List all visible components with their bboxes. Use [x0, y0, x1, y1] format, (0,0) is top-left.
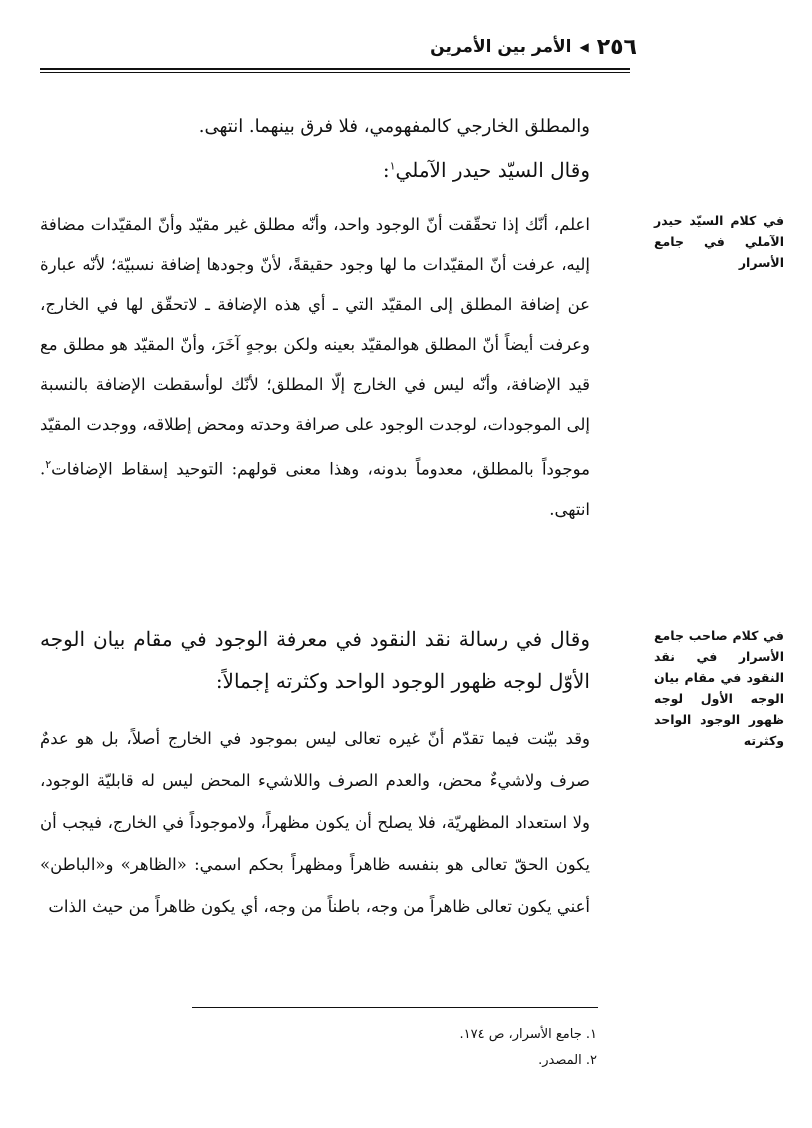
quote-end: . انتهى. [40, 459, 590, 519]
arrow-icon: ◀ [579, 40, 589, 54]
footnotes [197, 1022, 597, 1074]
quote-naqd-al-nuqud: وقد بيّنت فيما تقدّم أنّ غيره تعالى ليس بموجود في الخارج أصلاً، بل هو عدمٌ صرف ولاشيءٌ محض، والعدم الصرف واللاشيء المحض ليس له قابليّة الوجود، ولا استعداد المظهريّة، فلا يصلح أن يكون مظهراً، ولاموجوداً في الخارج، فيجب أن يكون الحقّ تعالى هو بنفسه ظاهراً ومظهراً بحكم اسمي: «الظاهر» و«الباطن» أعني يكون تعالى ظاهراً من وجه، باطناً من وجه، أي يكون ظاهراً من حيث الذات [40, 729, 590, 916]
quote-haydar-amuli [40, 205, 590, 530]
paragraph-2-colon: : [382, 158, 390, 182]
paragraph-2 [40, 160, 590, 180]
running-title: الأمر بين الأمرين [430, 37, 572, 57]
footnote-ref-1[interactable]: ١ [389, 159, 396, 173]
footnote-2: ٢. المصدر. [538, 1053, 597, 1068]
running-header [40, 30, 637, 64]
footnote-1: ١. جامع الأسرار، ص ١٧٤. [459, 1027, 597, 1042]
footnote-ref-2[interactable]: ٢ [45, 458, 52, 471]
footnote-rule [192, 1007, 598, 1008]
paragraph-1: والمطلق الخارجي كالمفهومي، فلا فرق بينهما. انتهى. [198, 116, 590, 137]
page-number: ٢٥٦ [596, 34, 637, 60]
quote-text: اعلم، أنّك إذا تحقّقت أنّ الوجود واحد، وأنّه مطلق غير مقيّد وأنّ المقيّدات مضافة إليه، عرفت أنّ المقيّدات ما لها وجود حقيقةً، لأنّ وجودها إضافة نسبيّة؛ لأنّه عبارة عن إضافة المطلق إلى المقيّد التي ـ أي هذه الإضافة ـ لاتحقّق لها في الخارج، وعرفت أيضاً أنّ المطلق هوالمقيّد بعينه ولكن بوجهٍ آخَرَ، وأنّ المقيّد هو مطلق مع قيد الإضافة، وأنّه ليس في الخارج إلّا المطلق؛ لأنّك لوأسقطت الإضافة بالنسبة إلى الموجودات، لوجدت الوجود على صرافة وحدته ومحض إطلاقه، ووجدت المقيّد موجوداً بالمطلق، معدوماً بدونه، وهذا معنى قولهم: التوحيد إسقاط الإضافات [40, 215, 590, 479]
paragraph-4: وقال في رسالة نقد النقود في معرفة الوجود في مقام بيان الوجه الأوّل لوجه ظهور الوجود الواحد وكثرته إجمالاً: [40, 627, 590, 693]
sidenote-2: في كلام صاحب جامع الأسرار في نقد النقود في مقام بيان الوجه الأول لوجه ظهور الوجود الواحد وكثرته [654, 628, 784, 748]
header-rule-thin [40, 72, 630, 73]
paragraph-2-text: وقال السيّد حيدر الآملي [395, 158, 590, 182]
sidenote-1: في كلام السيّد حيدر الآملي في جامع الأسرار [654, 213, 784, 270]
header-rule [40, 68, 630, 70]
